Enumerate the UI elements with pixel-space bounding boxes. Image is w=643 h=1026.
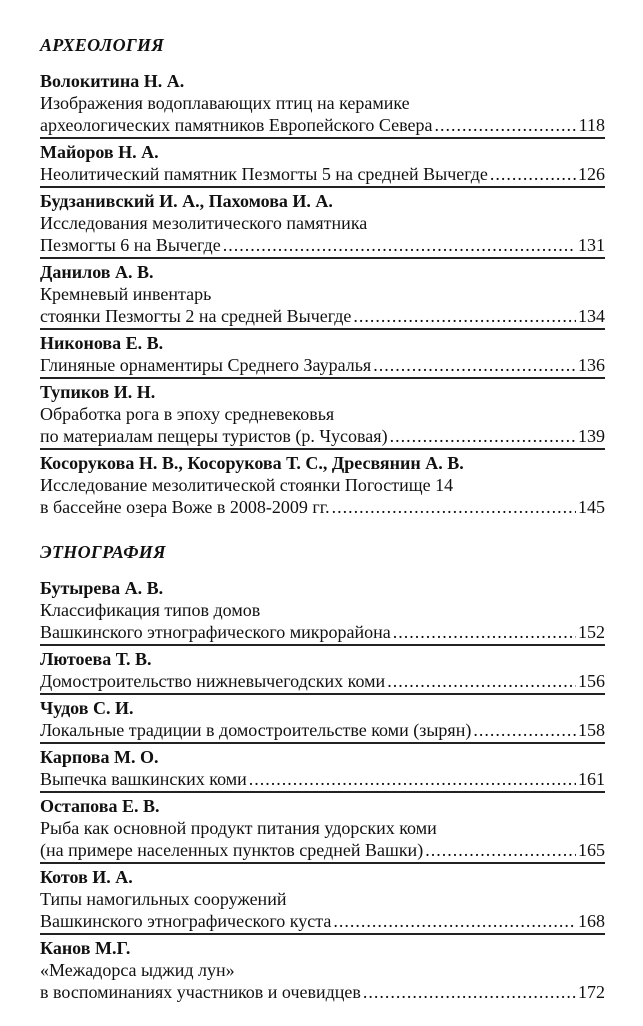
page-number: 136: [578, 355, 605, 375]
leader-dots: [435, 114, 577, 136]
toc-section: [40, 34, 605, 519]
entry-title-line: Глиняные орнаментиры Среднего Зауралья: [40, 355, 372, 375]
page-number: 168: [578, 911, 605, 931]
toc-entry[interactable]: [40, 141, 605, 188]
entry-title-line: Вашкинского этнографического микрорайона: [40, 622, 391, 642]
entry-author: Лютоева Т. В.: [40, 649, 152, 669]
page-number: 139: [578, 426, 605, 446]
entry-last-line: [40, 234, 605, 256]
toc-entry[interactable]: [40, 70, 605, 139]
page-number: 134: [578, 306, 605, 326]
entry-last-line: [40, 621, 605, 643]
page-number: 145: [578, 497, 605, 517]
entry-title-line: Домостроительство нижневычегодских коми: [40, 671, 386, 691]
leader-dots: [223, 234, 576, 256]
leader-dots: [393, 621, 576, 643]
toc-entry[interactable]: [40, 866, 605, 935]
entry-title-line: «Межадорса ыджид лун»: [40, 960, 235, 980]
page-number: 161: [578, 769, 605, 789]
entry-title-line: Исследования мезолитического памятника: [40, 213, 368, 233]
entry-title-line: Исследование мезолитической стоянки Погостище 14: [40, 475, 454, 495]
entry-title-line: Неолитический памятник Пезмогты 5 на средней Вычегде: [40, 164, 488, 184]
leader-dots: [425, 839, 576, 861]
entry-author: Канов М.Г.: [40, 938, 131, 958]
toc-entry[interactable]: [40, 697, 605, 744]
page-number: 158: [578, 720, 605, 740]
page-number: 152: [578, 622, 605, 642]
entry-author: Остапова Е. В.: [40, 796, 160, 816]
section-title: ЭТНОГРАФИЯ: [40, 542, 166, 562]
toc-entry[interactable]: [40, 746, 605, 793]
entry-last-line: [40, 496, 605, 518]
entry-last-line: [40, 768, 605, 790]
section-title: АРХЕОЛОГИЯ: [40, 35, 165, 55]
leader-dots: [390, 425, 576, 447]
toc-entry[interactable]: [40, 381, 605, 450]
entry-title-line: в воспоминаниях участников и очевидцев: [40, 982, 361, 1002]
entry-last-line: [40, 163, 605, 185]
toc-entry[interactable]: [40, 452, 605, 519]
page-number: 165: [578, 840, 605, 860]
toc-entry[interactable]: [40, 648, 605, 695]
leader-dots: [490, 163, 576, 185]
entry-title-line: Классификация типов домов: [40, 600, 261, 620]
entry-title-line: Обработка рога в эпоху средневековья: [40, 404, 335, 424]
entry-title-line: археологических памятников Европейского Севера: [40, 115, 433, 135]
page-number: 172: [578, 982, 605, 1002]
entry-author: Волокитина Н. А.: [40, 71, 185, 91]
page-number: 156: [578, 671, 605, 691]
entry-last-line: [40, 981, 605, 1003]
entry-author: Чудов С. И.: [40, 698, 134, 718]
entry-author: Бутырева А. В.: [40, 578, 164, 598]
entry-title-line: стоянки Пезмогты 2 на средней Вычегде: [40, 306, 352, 326]
toc-entry[interactable]: [40, 332, 605, 379]
page-number: 126: [578, 164, 605, 184]
leader-dots: [353, 305, 576, 327]
leader-dots: [387, 670, 576, 692]
entry-author: Косорукова Н. В., Косорукова Т. С., Дресвянин А. В.: [40, 453, 464, 473]
leader-dots: [373, 354, 576, 376]
table-of-contents: [40, 34, 605, 1026]
leader-dots: [363, 981, 576, 1003]
entry-last-line: [40, 670, 605, 692]
leader-dots: [332, 496, 576, 518]
toc-entry[interactable]: [40, 937, 605, 1004]
entry-last-line: [40, 354, 605, 376]
entry-title-line: Изображения водоплавающих птиц на керамике: [40, 93, 410, 113]
entry-last-line: [40, 305, 605, 327]
entry-author: Никонова Е. В.: [40, 333, 164, 353]
entry-last-line: [40, 114, 605, 136]
entry-author: Майоров Н. А.: [40, 142, 159, 162]
entry-title-line: (на примере населенных пунктов средней Вашки): [40, 840, 424, 860]
entry-title-line: Рыба как основной продукт питания удорских коми: [40, 818, 437, 838]
entry-author: Тупиков И. Н.: [40, 382, 156, 402]
entry-last-line: [40, 910, 605, 932]
leader-dots: [473, 719, 576, 741]
entry-last-line: [40, 839, 605, 861]
entry-title-line: Типы намогильных сооружений: [40, 889, 287, 909]
leader-dots: [249, 768, 576, 790]
toc-entry[interactable]: [40, 261, 605, 330]
entry-title-line: по материалам пещеры туристов (р. Чусовая): [40, 426, 388, 446]
entry-title-line: Кремневый инвентарь: [40, 284, 212, 304]
entry-author: Будзанивский И. А., Пахомова И. А.: [40, 191, 333, 211]
entry-author: Данилов А. В.: [40, 262, 154, 282]
page-number: 118: [578, 115, 605, 135]
page-number: 131: [578, 235, 605, 255]
entry-last-line: [40, 719, 605, 741]
entry-title-line: Вашкинского этнографического куста: [40, 911, 332, 931]
entry-title-line: Выпечка вашкинских коми: [40, 769, 247, 789]
toc-entry[interactable]: [40, 795, 605, 864]
toc-entry[interactable]: [40, 577, 605, 646]
entry-author: Котов И. А.: [40, 867, 133, 887]
leader-dots: [333, 910, 576, 932]
entry-title-line: в бассейне озера Воже в 2008-2009 гг.: [40, 497, 330, 517]
entry-last-line: [40, 425, 605, 447]
toc-entry[interactable]: [40, 190, 605, 259]
toc-section: [40, 541, 605, 1004]
entry-author: Карпова М. О.: [40, 747, 159, 767]
entry-title-line: Локальные традиции в домостроительстве коми (зырян): [40, 720, 472, 740]
entry-title-line: Пезмогты 6 на Вычегде: [40, 235, 221, 255]
